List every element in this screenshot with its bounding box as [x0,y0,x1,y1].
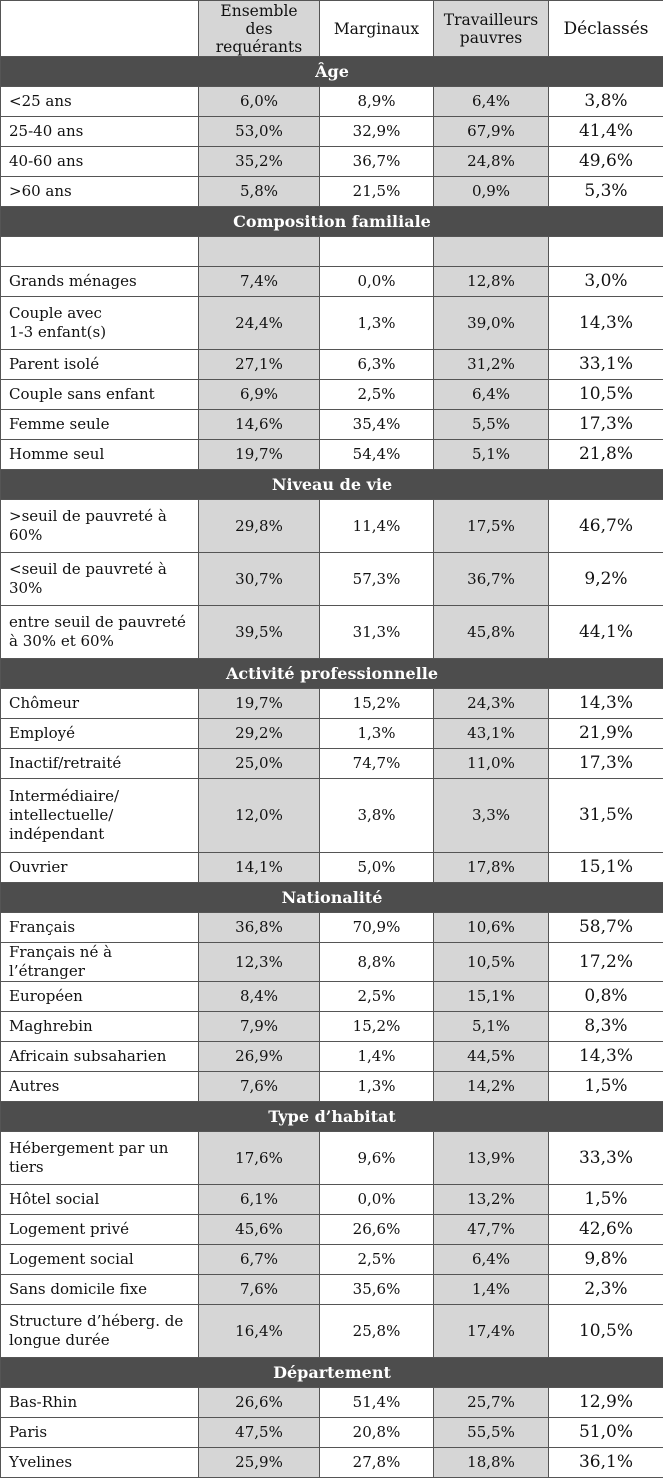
value-declasses: 14,3% [549,1042,663,1072]
value-marginaux: 2,5% [320,1245,434,1275]
value-travailleurs-pauvres: 17,5% [434,500,549,553]
value-travailleurs-pauvres: 10,6% [434,913,549,943]
header-empty-cell [1,1,199,57]
value-ensemble: 7,6% [199,1072,320,1102]
value-declasses: 33,1% [549,350,663,380]
value-declasses: 41,4% [549,117,663,147]
table-row [1,147,663,177]
value-declasses: 58,7% [549,913,663,943]
table-row [1,553,663,606]
value-marginaux: 8,9% [320,87,434,117]
table-row [1,689,663,719]
value-declasses: 0,8% [549,982,663,1012]
section-header-row [1,1102,663,1132]
value-travailleurs-pauvres: 3,3% [434,779,549,853]
value-ensemble: 6,7% [199,1245,320,1275]
row-label: Africain subsaharien [1,1042,199,1072]
value-declasses: 10,5% [549,380,663,410]
section-title: Département [1,1358,663,1388]
value-marginaux: 11,4% [320,500,434,553]
value-ensemble: 26,9% [199,1042,320,1072]
value-marginaux: 57,3% [320,553,434,606]
value-declasses: 17,2% [549,943,663,982]
value-declasses: 3,0% [549,267,663,297]
value-marginaux: 6,3% [320,350,434,380]
value-ensemble: 19,7% [199,440,320,470]
value-travailleurs-pauvres: 24,3% [434,689,549,719]
value-travailleurs-pauvres: 24,8% [434,147,549,177]
value-travailleurs-pauvres: 67,9% [434,117,549,147]
value-marginaux: 36,7% [320,147,434,177]
value-declasses: 2,3% [549,1275,663,1305]
table-row [1,606,663,659]
value-ensemble: 12,3% [199,943,320,982]
value-declasses: 12,9% [549,1388,663,1418]
value-marginaux: 2,5% [320,982,434,1012]
row-label: Homme seul [1,440,199,470]
table-row [1,943,663,982]
section-header-row [1,659,663,689]
section-title: Activité professionnelle [1,659,663,689]
value-declasses: 14,3% [549,297,663,350]
value-declasses: 14,3% [549,689,663,719]
table-row [1,1305,663,1358]
value-declasses: 33,3% [549,1132,663,1185]
value-marginaux: 35,4% [320,410,434,440]
value-marginaux: 0,0% [320,1185,434,1215]
value-travailleurs-pauvres: 6,4% [434,380,549,410]
value-travailleurs-pauvres: 14,2% [434,1072,549,1102]
value-declasses: 31,5% [549,779,663,853]
row-label: >60 ans [1,177,199,207]
value-travailleurs-pauvres: 45,8% [434,606,549,659]
value-marginaux: 27,8% [320,1448,434,1478]
value-travailleurs-pauvres: 15,1% [434,982,549,1012]
value-declasses: 44,1% [549,606,663,659]
value-ensemble: 53,0% [199,117,320,147]
value-ensemble: 47,5% [199,1418,320,1448]
table-row [1,177,663,207]
blank-cell [320,237,434,267]
row-label: 25-40 ans [1,117,199,147]
value-ensemble: 30,7% [199,553,320,606]
row-label: Paris [1,1418,199,1448]
value-travailleurs-pauvres: 6,4% [434,1245,549,1275]
value-ensemble: 45,6% [199,1215,320,1245]
value-marginaux: 3,8% [320,779,434,853]
table-row [1,380,663,410]
value-ensemble: 5,8% [199,177,320,207]
value-ensemble: 7,6% [199,1275,320,1305]
value-travailleurs-pauvres: 12,8% [434,267,549,297]
table-row [1,982,663,1012]
value-marginaux: 25,8% [320,1305,434,1358]
value-travailleurs-pauvres: 47,7% [434,1215,549,1245]
row-label: <seuil de pauvreté à 30% [1,553,199,606]
value-ensemble: 8,4% [199,982,320,1012]
table-row [1,913,663,943]
row-label: Logement social [1,1245,199,1275]
value-declasses: 5,3% [549,177,663,207]
value-declasses: 9,8% [549,1245,663,1275]
value-ensemble: 35,2% [199,147,320,177]
value-marginaux: 20,8% [320,1418,434,1448]
value-declasses: 1,5% [549,1072,663,1102]
value-ensemble: 16,4% [199,1305,320,1358]
value-ensemble: 29,2% [199,719,320,749]
row-label: Femme seule [1,410,199,440]
header-travailleurs-pauvres: Travailleurs pauvres [434,1,549,57]
row-label: Autres [1,1072,199,1102]
section-header-row [1,883,663,913]
row-label: Structure d’héberg. de longue durée [1,1305,199,1358]
section-header-row [1,207,663,237]
value-travailleurs-pauvres: 0,9% [434,177,549,207]
row-label: Français né à l’étranger [1,943,199,982]
value-marginaux: 32,9% [320,117,434,147]
value-declasses: 15,1% [549,853,663,883]
table-row [1,1388,663,1418]
table-row [1,1042,663,1072]
row-label: Parent isolé [1,350,199,380]
table-row [1,350,663,380]
value-ensemble: 7,9% [199,1012,320,1042]
table-body [1,57,663,1478]
table-row [1,1185,663,1215]
table-row [1,1012,663,1042]
section-title: Niveau de vie [1,470,663,500]
value-ensemble: 6,9% [199,380,320,410]
value-travailleurs-pauvres: 13,9% [434,1132,549,1185]
value-marginaux: 31,3% [320,606,434,659]
value-ensemble: 27,1% [199,350,320,380]
table-row [1,1245,663,1275]
value-declasses: 1,5% [549,1185,663,1215]
row-label: Ouvrier [1,853,199,883]
row-label: entre seuil de pauvreté à 30% et 60% [1,606,199,659]
value-marginaux: 1,4% [320,1042,434,1072]
value-ensemble: 24,4% [199,297,320,350]
value-ensemble: 19,7% [199,689,320,719]
value-marginaux: 1,3% [320,719,434,749]
value-marginaux: 15,2% [320,689,434,719]
value-declasses: 8,3% [549,1012,663,1042]
value-declasses: 49,6% [549,147,663,177]
value-marginaux: 35,6% [320,1275,434,1305]
value-marginaux: 74,7% [320,749,434,779]
value-travailleurs-pauvres: 55,5% [434,1418,549,1448]
value-marginaux: 1,3% [320,1072,434,1102]
blank-row [1,237,663,267]
value-marginaux: 21,5% [320,177,434,207]
value-marginaux: 54,4% [320,440,434,470]
value-marginaux: 15,2% [320,1012,434,1042]
value-travailleurs-pauvres: 44,5% [434,1042,549,1072]
row-label: Européen [1,982,199,1012]
row-label: >seuil de pauvreté à 60% [1,500,199,553]
table-row [1,1275,663,1305]
table-row [1,749,663,779]
section-title: Nationalité [1,883,663,913]
row-label: <25 ans [1,87,199,117]
section-title: Âge [1,57,663,87]
value-travailleurs-pauvres: 39,0% [434,297,549,350]
row-label: Hôtel social [1,1185,199,1215]
row-label: Intermédiaire/ intellectuelle/ indépendant [1,779,199,853]
value-travailleurs-pauvres: 11,0% [434,749,549,779]
value-travailleurs-pauvres: 31,2% [434,350,549,380]
value-declasses: 36,1% [549,1448,663,1478]
value-declasses: 42,6% [549,1215,663,1245]
value-ensemble: 25,9% [199,1448,320,1478]
table-row [1,117,663,147]
section-title: Composition familiale [1,207,663,237]
value-travailleurs-pauvres: 5,1% [434,1012,549,1042]
row-label: Yvelines [1,1448,199,1478]
header-row [1,1,663,57]
value-ensemble: 12,0% [199,779,320,853]
row-label: Couple avec 1-3 enfant(s) [1,297,199,350]
value-travailleurs-pauvres: 18,8% [434,1448,549,1478]
table-row [1,87,663,117]
row-label: Maghrebin [1,1012,199,1042]
row-label: 40-60 ans [1,147,199,177]
value-ensemble: 25,0% [199,749,320,779]
header-ensemble-des-requerants: Ensemble des requérants [199,1,320,57]
value-ensemble: 6,0% [199,87,320,117]
value-declasses: 9,2% [549,553,663,606]
table-row [1,853,663,883]
value-declasses: 51,0% [549,1418,663,1448]
value-travailleurs-pauvres: 6,4% [434,87,549,117]
value-ensemble: 26,6% [199,1388,320,1418]
value-declasses: 17,3% [549,749,663,779]
row-label: Logement privé [1,1215,199,1245]
blank-cell [1,237,199,267]
value-marginaux: 51,4% [320,1388,434,1418]
value-travailleurs-pauvres: 17,8% [434,853,549,883]
value-declasses: 21,8% [549,440,663,470]
value-declasses: 17,3% [549,410,663,440]
value-marginaux: 9,6% [320,1132,434,1185]
value-travailleurs-pauvres: 1,4% [434,1275,549,1305]
value-travailleurs-pauvres: 36,7% [434,553,549,606]
table-row [1,1072,663,1102]
row-label: Bas-Rhin [1,1388,199,1418]
value-marginaux: 0,0% [320,267,434,297]
value-travailleurs-pauvres: 5,5% [434,410,549,440]
value-declasses: 21,9% [549,719,663,749]
value-travailleurs-pauvres: 10,5% [434,943,549,982]
table-row [1,719,663,749]
table-row [1,1132,663,1185]
value-ensemble: 39,5% [199,606,320,659]
value-declasses: 10,5% [549,1305,663,1358]
value-marginaux: 26,6% [320,1215,434,1245]
blank-cell [434,237,549,267]
value-travailleurs-pauvres: 43,1% [434,719,549,749]
blank-cell [199,237,320,267]
table-row [1,500,663,553]
value-ensemble: 6,1% [199,1185,320,1215]
row-label: Couple sans enfant [1,380,199,410]
value-ensemble: 14,6% [199,410,320,440]
table-row [1,267,663,297]
row-label: Employé [1,719,199,749]
row-label: Français [1,913,199,943]
value-declasses: 3,8% [549,87,663,117]
section-header-row [1,470,663,500]
header-declasses: Déclassés [549,1,663,57]
row-label: Chômeur [1,689,199,719]
value-ensemble: 7,4% [199,267,320,297]
table-row [1,440,663,470]
section-title: Type d’habitat [1,1102,663,1132]
section-header-row [1,57,663,87]
value-marginaux: 2,5% [320,380,434,410]
value-declasses: 46,7% [549,500,663,553]
value-travailleurs-pauvres: 5,1% [434,440,549,470]
value-marginaux: 70,9% [320,913,434,943]
row-label: Hébergement par un tiers [1,1132,199,1185]
value-ensemble: 17,6% [199,1132,320,1185]
value-marginaux: 1,3% [320,297,434,350]
value-marginaux: 8,8% [320,943,434,982]
section-header-row [1,1358,663,1388]
table-row [1,779,663,853]
value-travailleurs-pauvres: 13,2% [434,1185,549,1215]
value-travailleurs-pauvres: 17,4% [434,1305,549,1358]
table-row [1,1215,663,1245]
row-label: Grands ménages [1,267,199,297]
header-marginaux: Marginaux [320,1,434,57]
row-label: Sans domicile fixe [1,1275,199,1305]
value-marginaux: 5,0% [320,853,434,883]
value-ensemble: 14,1% [199,853,320,883]
blank-cell [549,237,663,267]
table-row [1,1448,663,1478]
table-row [1,1418,663,1448]
value-travailleurs-pauvres: 25,7% [434,1388,549,1418]
value-ensemble: 36,8% [199,913,320,943]
table-row [1,410,663,440]
value-ensemble: 29,8% [199,500,320,553]
table-row [1,297,663,350]
row-label: Inactif/retraité [1,749,199,779]
